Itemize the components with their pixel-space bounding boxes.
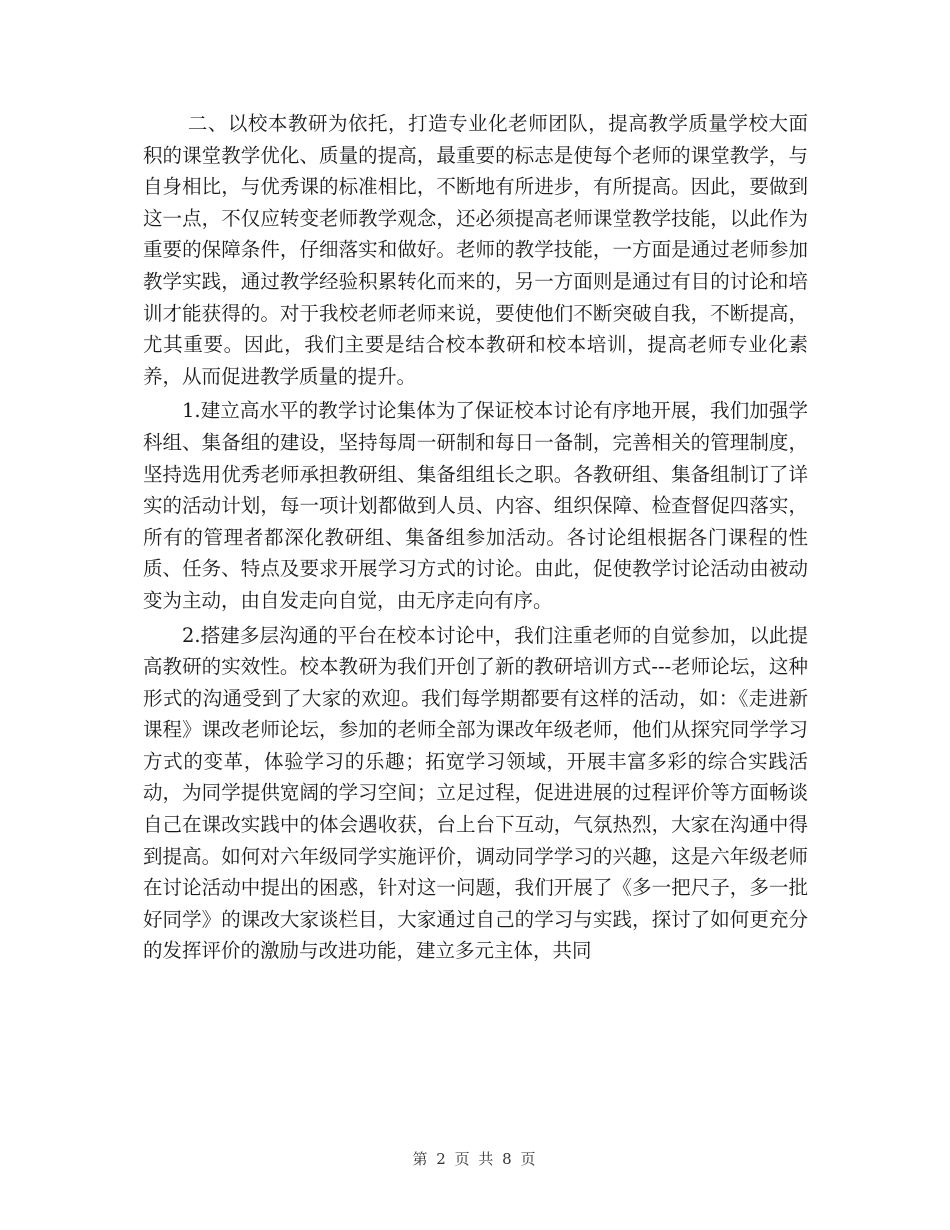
paragraph-item-two: 2.搭建多层沟通的平台在校本讨论中，我们注重老师的自觉参加，以此提高教研的实效性。校本教研为我们开创了新的教研培训方式---老师论坛，这种形式的沟通受到了大家的欢迎。我们每学期都要有这样的活动，如：《走进新课程》课改老师论坛，参加的老师全部为课改年级老师，他们从探究同学学习方式的变革，体验学习的乐趣；拓宽学习领域，开展丰富多彩的综合实践活动，为同学提供宽阔的学习空间；立足过程，促进进展的过程评价等方面畅谈自己在课改实践中的体会遇收获，台上台下互动，气氛热烈，大家在沟通中得到提高。如何对六年级同学实施评价，调动同学学习的兴趣，这是六年级老师在讨论活动中提出的困惑，针对这一问题，我们开展了《多一把尺子，多一批好同学》的课改大家谈栏目，大家通过自己的学习与实践，探讨了如何更充分的发挥评价的激励与改进功能，建立多元主体，共同 [143, 623, 808, 963]
document-body [143, 108, 808, 970]
page-number-footer: 第 2 页 共 8 页 [412, 1150, 538, 1168]
paragraph-item-one: 1.建立高水平的教学讨论集体为了保证校本讨论有序地开展，我们加强学科组、集备组的建设，坚持每周一研制和每日一备制，完善相关的管理制度，坚持选用优秀老师承担教研组、集备组组长之职。各教研组、集备组制订了详实的活动计划，每一项计划都做到人员、内容、组织保障、检查督促四落实，所有的管理者都深化教研组、集备组参加活动。各讨论组根据各门课程的性质、任务、特点及要求开展学习方式的讨论。由此，促使教学讨论活动由被动变为主动，由自发走向自觉，由无序走向有序。 [143, 399, 808, 612]
paragraph-section-two: 二、以校本教研为依托，打造专业化老师团队，提高教学质量学校大面积的课堂教学优化、质量的提高，最重要的标志是使每个老师的课堂教学，与自身相比，与优秀课的标准相比，不断地有所进步，有所提高。因此，要做到这一点，不仅应转变老师教学观念，还必须提高老师课堂教学技能，以此作为重要的保障条件，仔细落实和做好。老师的教学技能，一方面是通过老师参加教学实践，通过教学经验积累转化而来的，另一方面则是通过有目的讨论和培训才能获得的。对于我校老师老师来说，要使他们不断突破自我，不断提高，尤其重要。因此，我们主要是结合校本教研和校本培训，提高老师专业化素养，从而促进教学质量的提升。 [143, 112, 808, 388]
